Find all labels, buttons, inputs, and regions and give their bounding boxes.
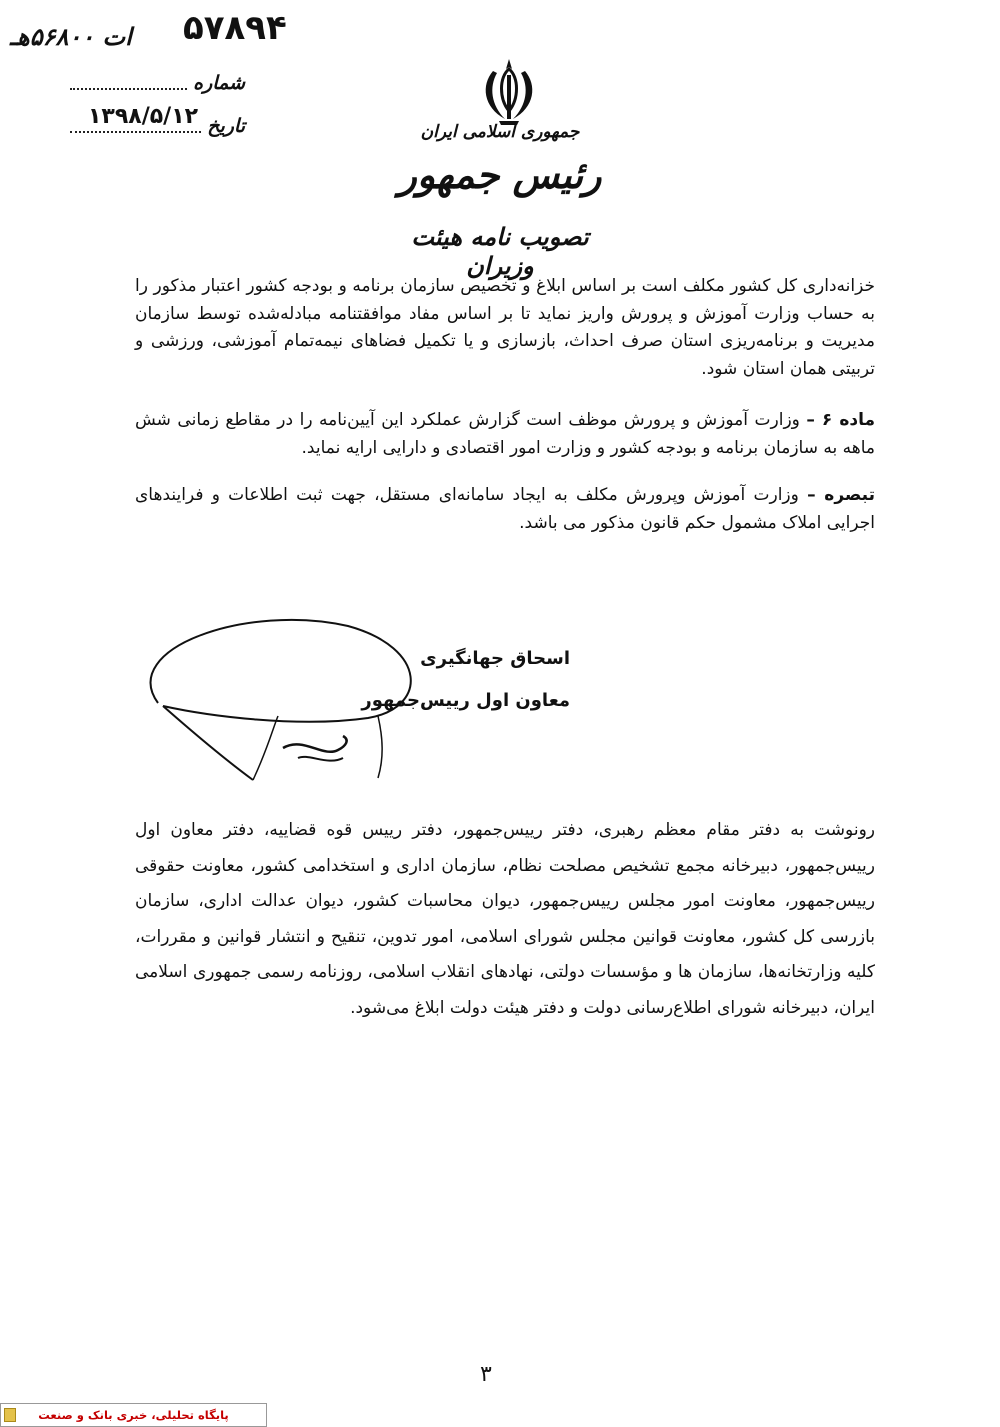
distribution-list: رونوشت به دفتر مقام معظم رهبری، دفتر رییس‌جمهور، دفتر رییس قوه قضاییه، دفتر معاون اول رییس‌جمهور، دبیرخانه مجمع تشخیص مصلحت نظام، سازمان اداری و استخدامی کشور، معاونت حقوقی رییس‌جمهور، معاونت امور مجلس رییس‌جمهور، دیوان محاسبات کشور، دیوان عدالت اداری، سازمان بازرسی کل کشور، معاونت قوانین مجلس شورای اسلامی، امور تدوین، تنقیح و انتشار قوانین و مقررات، کلیه وزارتخانه‌ها، سازمان ها و مؤسسات دولتی، نهادهای انقلاب اسلامی، روزنامه رسمی جمهوری اسلامی ایران، دبیرخانه شورای اطلاع‌رسانی دولت و دفتر هیئت دولت ابلاغ می‌شود.: [135, 820, 875, 1018]
signer-title: معاون اول رییس‌جمهور: [361, 690, 570, 711]
footer-watermark[interactable]: [0, 1403, 267, 1427]
number-label: شماره: [193, 72, 245, 94]
reference-number: ات ۵۶۸۰۰هـ: [10, 22, 132, 51]
paragraph-1: خزانه‌داری کل کشور مکلف است بر اساس ابلاغ و تخصیص سازمان برنامه و بودجه کشور اعتبار مذکور را به حساب وزارت آموزش و پرورش واریز نماید تا بر اساس مفاد موافقتنامه مبادله‌شده توسط سازمان مدیریت و برنامه‌ریزی استان صرف احداث، بازسازی و یا تکمیل فضاهای نیمه‌تمام آموزشی، ورزشی و تربیتی همان استان شود.: [135, 276, 875, 380]
site-logo-icon: [4, 1408, 16, 1422]
iran-emblem-icon: [477, 55, 541, 127]
date-row: [70, 104, 245, 137]
number-dots: [70, 74, 187, 90]
date-value: ۱۳۹۸/۵/۱۲: [88, 104, 199, 129]
article-6: [135, 407, 875, 462]
article-6-text: وزارت آموزش و پرورش موظف است گزارش عملکرد این آیین‌نامه را در مقاطع زمانی شش ماهه به سازمان برنامه و بودجه کشور و وزارت امور اقتصادی و دارایی ارایه نماید.: [135, 410, 875, 458]
page-number: ۳: [480, 1362, 492, 1387]
document-number: ۵۷۸۹۴: [183, 8, 287, 48]
document-type: تصویب نامه هیئت وزیران: [411, 222, 589, 280]
president-title: رئیس جمهور: [398, 152, 602, 197]
republic-title: جمهوری اسلامی ایران: [420, 122, 580, 142]
number-row: [70, 72, 245, 94]
note-text: وزارت آموزش وپرورش مکلف به ایجاد سامانه‌ای مستقل، جهت ثبت اطلاعات و فرایندهای اجرایی املاک مشمول حکم قانون مذکور می باشد.: [135, 485, 875, 533]
date-label: تاریخ: [207, 115, 245, 137]
article-6-label: ماده ۶ –: [806, 410, 876, 430]
note-label: تبصره –: [807, 485, 875, 505]
signer-name: اسحاق جهانگیری: [420, 648, 570, 669]
footer-watermark-text: پایگاه تحلیلی، خبری بانک و صنعت: [38, 1408, 229, 1422]
note: [135, 482, 875, 537]
